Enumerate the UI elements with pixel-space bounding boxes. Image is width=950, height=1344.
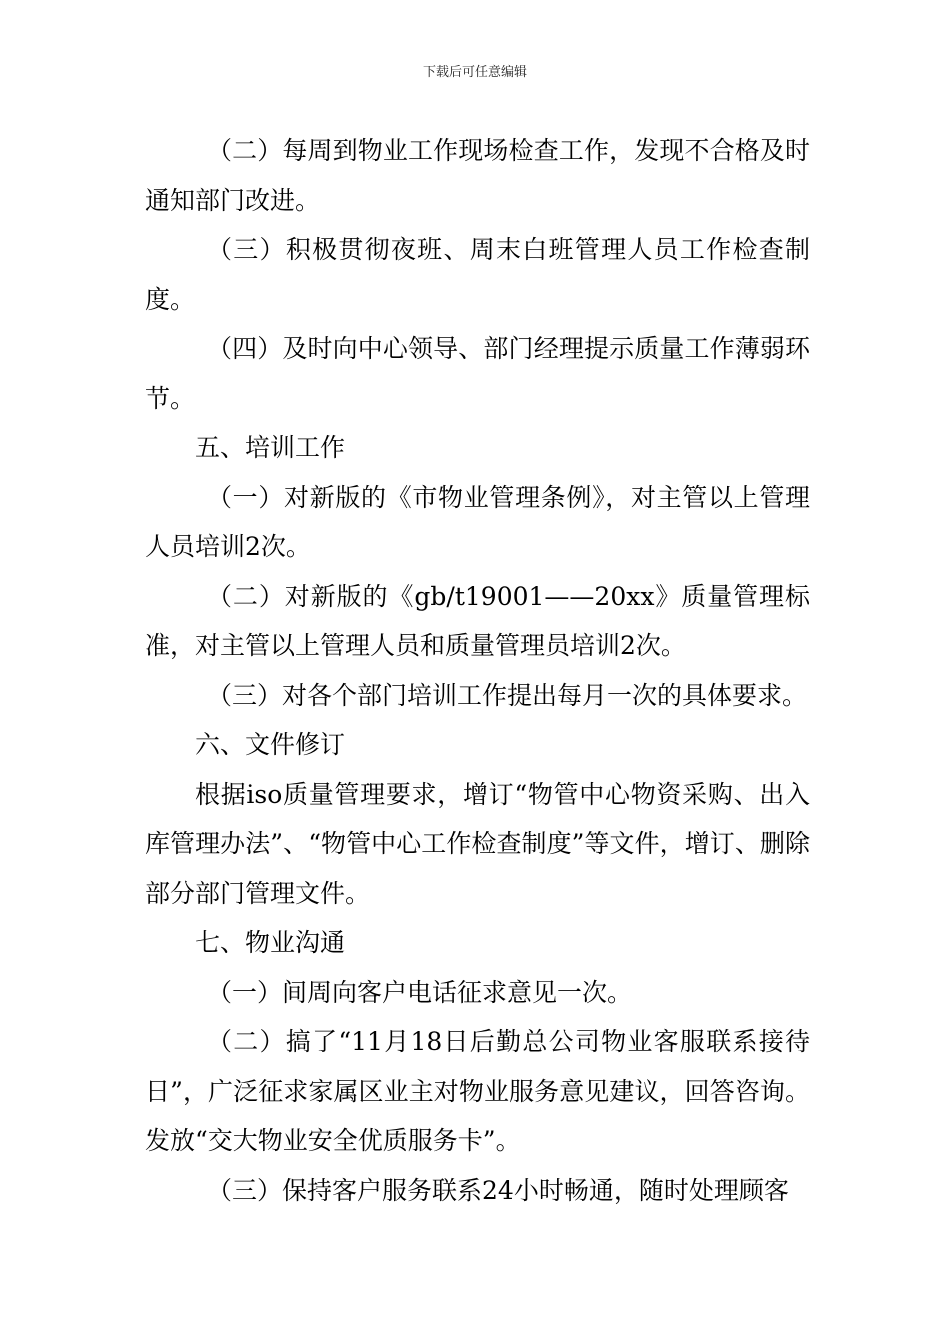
- paragraph-communication-24h: （三）保持客户服务联系24小时畅通，随时处理顾客: [207, 1175, 789, 1205]
- page-header: 下载后可任意编辑: [422, 65, 527, 80]
- paragraph-training-quality-standard: （二）对新版的《gb/t19001——20xx》质量管理标准，对主管以上管理人员和质量管理员培训2次。: [145, 581, 810, 660]
- section-heading-document-revision: 六、文件修订: [195, 730, 346, 759]
- paragraph-training-regulations: （一）对新版的《市物业管理条例》，对主管以上管理人员培训2次。: [145, 482, 810, 561]
- paragraph-training-monthly: （三）对各个部门培训工作提出每月一次的具体要求。: [207, 680, 808, 710]
- document-body: [145, 126, 810, 1215]
- paragraph-communication-reception-day: （二）搞了“11月18日后勤总公司物业客服联系接待日”，广泛征求家属区业主对物业服务意见建议，回答咨询。发放“交大物业安全优质服务卡”。: [145, 1027, 810, 1155]
- paragraph-inspection-night-shift: （三）积极贯彻夜班、周末白班管理人员工作检查制度。: [145, 235, 810, 314]
- section-heading-communication: 七、物业沟通: [195, 928, 346, 957]
- section-heading-training: 五、培训工作: [195, 433, 346, 462]
- paragraph-communication-phone: （一）间周向客户电话征求意见一次。: [207, 977, 633, 1007]
- paragraph-inspection-weekly: （二）每周到物业工作现场检查工作，发现不合格及时通知部门改进。: [145, 136, 810, 215]
- paragraph-document-revision: 根据iso质量管理要求，增订“物管中心物资采购、出入库管理办法”、“物管中心工作检查制度”等文件，增订、删除部分部门管理文件。: [145, 779, 810, 908]
- paragraph-inspection-weak-links: （四）及时向中心领导、部门经理提示质量工作薄弱环节。: [145, 334, 810, 413]
